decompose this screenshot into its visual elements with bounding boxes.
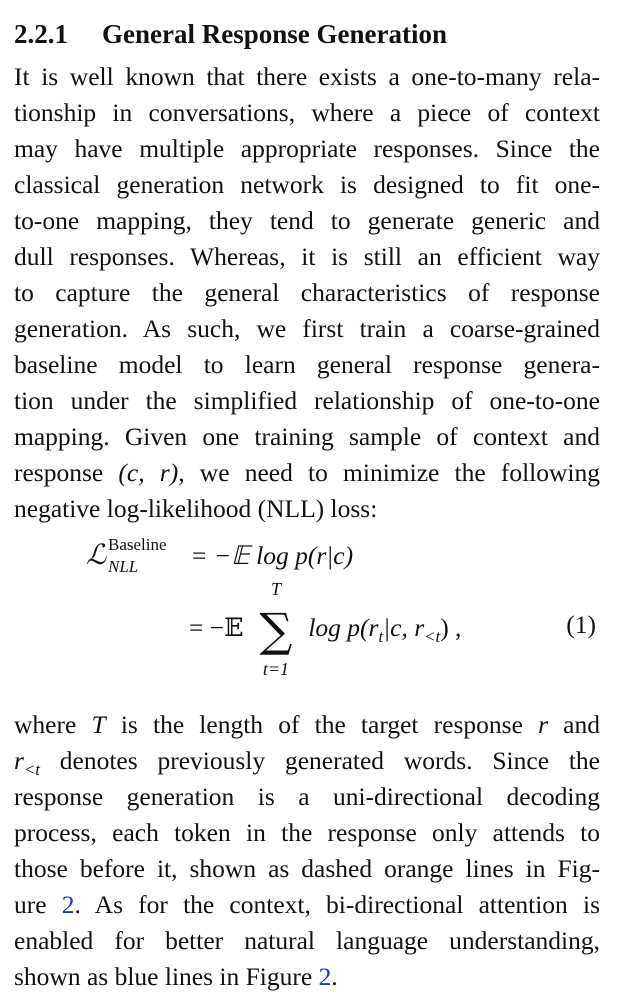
line-text: and <box>548 710 600 739</box>
line-text: denotes previously generated words. Since the <box>39 746 600 775</box>
paper-page <box>14 18 600 995</box>
line-text: . <box>331 962 338 991</box>
equation-row-1 <box>86 537 353 574</box>
inline-math: T <box>91 710 106 739</box>
line-text: shown as blue lines in Figure <box>14 962 319 991</box>
section-heading <box>14 18 600 50</box>
script-l-symbol: ℒ <box>86 538 107 571</box>
inline-math: r <box>14 746 24 775</box>
text-line: may have multiple appropriate responses. Since the <box>14 134 600 163</box>
line-text: response <box>14 458 119 487</box>
text-line: mapping. Given one training sample of context and <box>14 422 600 451</box>
text-line: tionship in conversations, where a piece of context <box>14 98 600 127</box>
term-subscript: t <box>378 626 384 646</box>
term-subscript: <t <box>424 626 441 646</box>
paragraph-intro <box>14 59 600 527</box>
text-line <box>14 887 600 923</box>
text-line <box>14 743 600 779</box>
equation-block <box>14 527 600 707</box>
figure-reference-link[interactable]: 2 <box>318 962 332 991</box>
text-line <box>14 959 600 995</box>
text-line: It is well known that there exists a one-to-many rela- <box>14 62 600 91</box>
section-number: 2.2.1 <box>14 19 68 49</box>
equation-row-2 <box>189 579 462 679</box>
text-line: baseline model to learn general response genera- <box>14 350 600 379</box>
line-text: ure <box>14 890 62 919</box>
inline-math: r <box>538 710 549 739</box>
text-line: generation. As such, we first train a coarse-grained <box>14 314 600 343</box>
figure-reference-link[interactable]: 2 <box>61 890 75 919</box>
sum-symbol: ∑ <box>259 603 293 657</box>
text-line: enabled for better natural language understanding, <box>14 926 600 955</box>
text-line: process, each token in the response only attends to <box>14 818 600 847</box>
text-line: those before it, shown as dashed orange lines in Fig- <box>14 854 600 883</box>
term-part: |c, r <box>383 612 425 642</box>
sum-lower-limit: t=1 <box>262 659 290 679</box>
equation-term <box>308 612 462 646</box>
term-part: ) , <box>440 612 462 642</box>
loss-symbol <box>86 535 184 576</box>
text-line: dull responses. Whereas, it is still an efficient way <box>14 242 600 271</box>
line-text: is the length of the target response <box>105 710 539 739</box>
line-text: . As for the context, bi-directional attention is <box>74 890 601 919</box>
text-line: classical generation network is designed to fit one- <box>14 170 600 199</box>
text-line: response generation is a uni-directional decoding <box>14 782 600 811</box>
line-text: , we need to minimize the following <box>178 458 601 487</box>
text-line: negative log-likelihood (NLL) loss: <box>14 494 378 523</box>
summation <box>250 579 302 679</box>
text-line <box>14 455 600 491</box>
text-line: to capture the general characteristics of response <box>14 278 600 307</box>
paragraph-after-equation <box>14 707 600 995</box>
text-line: to-one mapping, they tend to generate generic and <box>14 206 600 235</box>
line-text: where <box>14 710 92 739</box>
equation-number: (1) <box>566 610 596 639</box>
loss-subscript: NLL <box>108 557 139 576</box>
equation-rhs-1: = −𝔼 log p(r|c) <box>190 541 354 570</box>
inline-math: (c, r) <box>118 458 179 487</box>
text-line: tion under the simplified relationship of one-to-one <box>14 386 600 415</box>
inline-math-subscript: <t <box>23 760 40 780</box>
term-part: log p(r <box>308 612 379 642</box>
equation-rhs-2-prefix: = −𝔼 <box>189 612 244 642</box>
loss-superscript: Baseline <box>108 535 167 554</box>
sum-upper-limit: T <box>270 579 281 599</box>
text-line <box>14 707 600 743</box>
section-title: General Response Generation <box>102 19 447 49</box>
